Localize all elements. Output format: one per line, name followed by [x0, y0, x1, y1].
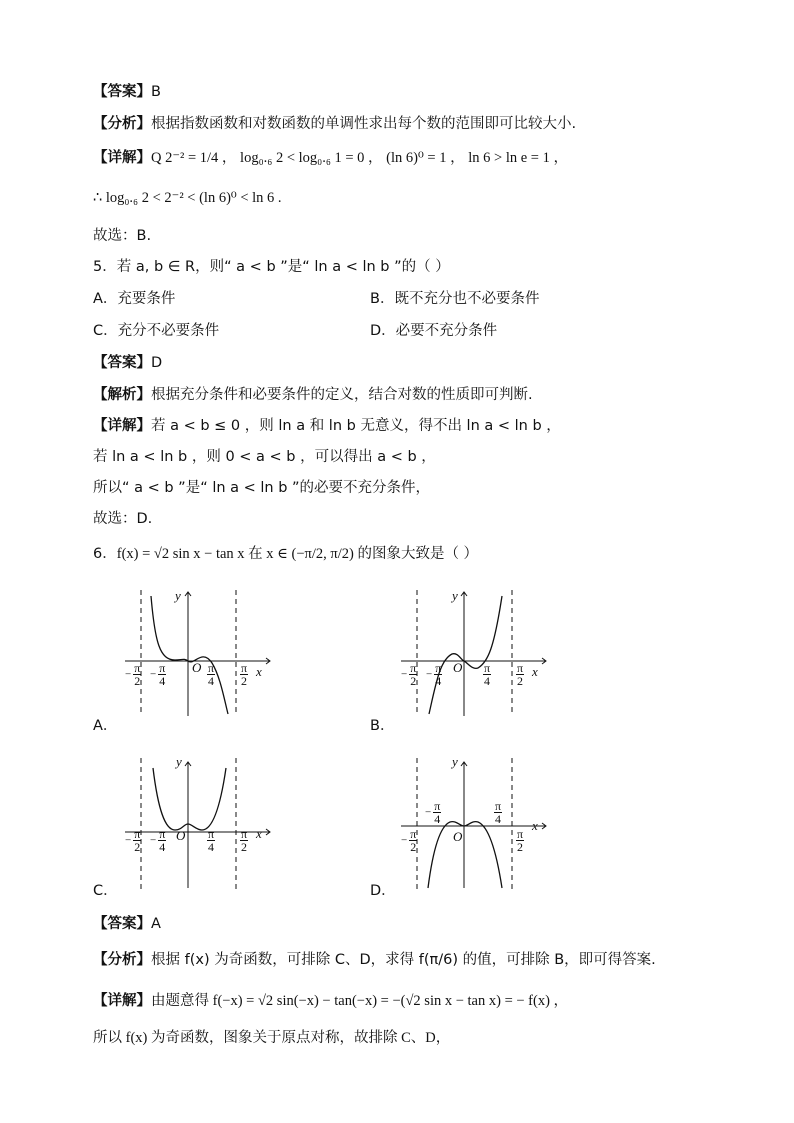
- graph-b-label: B．: [370, 718, 395, 734]
- graph-a-tick-quarter-pi: $\frac{\pi}{4}$: [208, 661, 215, 688]
- graph-b-tick-neg-quarter-pi: − $\frac{\pi}{4}$: [426, 661, 442, 688]
- graph-a-tick-neg-quarter-pi: − $\frac{\pi}{4}$: [150, 661, 166, 688]
- graph-d-label: D．: [370, 883, 396, 899]
- graph-d-origin: O: [453, 829, 463, 844]
- detail-text: 由题意得 f(−x) = √2 sin(−x) − tan(−x) = −(√2 sin x − tan x) = − f(x) ，: [151, 993, 569, 1009]
- graph-c-tick-neg-quarter-pi: − $\frac{\pi}{4}$: [150, 827, 166, 854]
- graph-a-label: A．: [93, 718, 118, 734]
- analysis-tag: 【分析】: [93, 952, 151, 968]
- answer-value: D: [151, 355, 163, 371]
- detail-line-q6-1: [93, 991, 568, 1011]
- graph-a-tick-neg-half-pi: − $\frac{\pi}{2}$: [125, 661, 141, 688]
- graph-c-y-label: y: [176, 754, 182, 769]
- q5-option-d: D．必要不充分条件: [370, 323, 498, 339]
- q5-option-a: A．充要条件: [93, 291, 176, 307]
- answer-tag: 【答案】: [93, 84, 151, 100]
- answer-line-q4: [93, 82, 161, 102]
- choose-line-q4: 故选：B.: [93, 228, 152, 244]
- graph-d-x-label: x: [532, 818, 538, 833]
- graph-a-origin: O: [192, 660, 202, 675]
- detail-line-q4-2: ∴ log₀.₆ 2 < 2⁻² < (ln 6)⁰ < ln 6 .: [93, 190, 282, 206]
- analysis-line-q4: [93, 114, 576, 134]
- graph-d-y-label: y: [452, 754, 458, 769]
- graph-a[interactable]: [120, 588, 280, 718]
- graph-a-x-label: x: [256, 664, 262, 679]
- detail-tag: 【详解】: [93, 418, 151, 434]
- analysis-text: 根据充分条件和必要条件的定义，结合对数的性质即可判断.: [151, 387, 533, 403]
- detail-line-q5-2: 若 ln a < ln b ，则 0 < a < b ，可以得出 a < b ，: [93, 449, 436, 465]
- detail-line-q4-1: [93, 148, 568, 168]
- analysis-line-q6: [93, 950, 656, 970]
- analysis-text: 根据 f(x) 为奇函数，可排除 C、D，求得 f(π/6) 的值，可排除 B，即可得答案.: [151, 952, 656, 968]
- graph-b-tick-neg-half-pi: − $\frac{\pi}{2}$: [401, 661, 417, 688]
- answer-value: B: [151, 84, 161, 100]
- q5-option-c: C．充分不必要条件: [93, 323, 220, 339]
- detail-text: 若 a < b ≤ 0 ，则 ln a 和 ln b 无意义，得不出 ln a < ln b ，: [151, 418, 561, 434]
- q6-stem-end: 的图象大致是（ ）: [357, 546, 479, 562]
- answer-line-q5: [93, 353, 162, 373]
- analysis-tag: 【分析】: [93, 116, 151, 132]
- graph-d-tick-half-pi: $\frac{\pi}{2}$: [517, 827, 524, 854]
- graph-c-origin: O: [176, 828, 186, 843]
- graph-c-tick-neg-half-pi: − $\frac{\pi}{2}$: [125, 827, 141, 854]
- q5-option-b: B．既不充分也不必要条件: [370, 291, 540, 307]
- answer-line-q6: [93, 914, 161, 934]
- graph-b-tick-quarter-pi: $\frac{\pi}{4}$: [484, 661, 491, 688]
- detail-tag: 【详解】: [93, 150, 151, 166]
- analysis-tag: 【解析】: [93, 387, 151, 403]
- detail-tag: 【详解】: [93, 993, 151, 1009]
- answer-value: A: [151, 916, 161, 932]
- graph-c[interactable]: [120, 754, 280, 894]
- q6-domain: 在 x ∈ (−π/2, π/2): [244, 546, 358, 562]
- graph-a-tick-half-pi: $\frac{\pi}{2}$: [241, 661, 248, 688]
- question-5-stem: 5．若 a, b ∈ R，则“ a < b ”是“ ln a < ln b ”的（ ）: [93, 259, 450, 275]
- answer-tag: 【答案】: [93, 916, 151, 932]
- graph-b-origin: O: [453, 660, 463, 675]
- detail-line-q5-3: 所以“ a < b ”是“ ln a < ln b ”的必要不充分条件，: [93, 480, 431, 496]
- answer-tag: 【答案】: [93, 355, 151, 371]
- graph-d-tick-neg-quarter-pi: − $\frac{\pi}{4}$: [425, 799, 441, 826]
- graph-d-tick-quarter-pi: $\frac{\pi}{4}$: [495, 799, 502, 826]
- graph-c-x-label: x: [256, 826, 262, 841]
- q6-function: f(x) = √2 sin x − tan x: [116, 546, 245, 562]
- question-6-stem: [93, 544, 478, 564]
- graph-b-x-label: x: [532, 664, 538, 679]
- graph-b-tick-half-pi: $\frac{\pi}{2}$: [517, 661, 524, 688]
- graph-d-tick-neg-half-pi: − $\frac{\pi}{2}$: [401, 827, 417, 854]
- graph-c-tick-quarter-pi: $\frac{\pi}{4}$: [208, 827, 215, 854]
- detail-text: Q 2⁻² = 1/4 ， log₀.₆ 2 < log₀.₆ 1 = 0 ， (ln 6)⁰ = 1 ， ln 6 > ln e = 1 ，: [151, 150, 568, 166]
- detail-line-q6-2: 所以 f(x) 为奇函数，图象关于原点对称，故排除 C、D，: [93, 1030, 451, 1046]
- q6-number: 6．: [93, 546, 117, 562]
- analysis-text: 根据指数函数和对数函数的单调性求出每个数的范围即可比较大小.: [151, 116, 577, 132]
- analysis-line-q5: [93, 385, 533, 405]
- graph-a-y-label: y: [175, 588, 181, 603]
- graph-b-y-label: y: [452, 588, 458, 603]
- choose-line-q5: 故选：D.: [93, 511, 153, 527]
- detail-line-q5-1: [93, 416, 561, 436]
- graph-c-tick-half-pi: $\frac{\pi}{2}$: [241, 827, 248, 854]
- graph-c-label: C．: [93, 883, 118, 899]
- graph-b[interactable]: [396, 588, 556, 718]
